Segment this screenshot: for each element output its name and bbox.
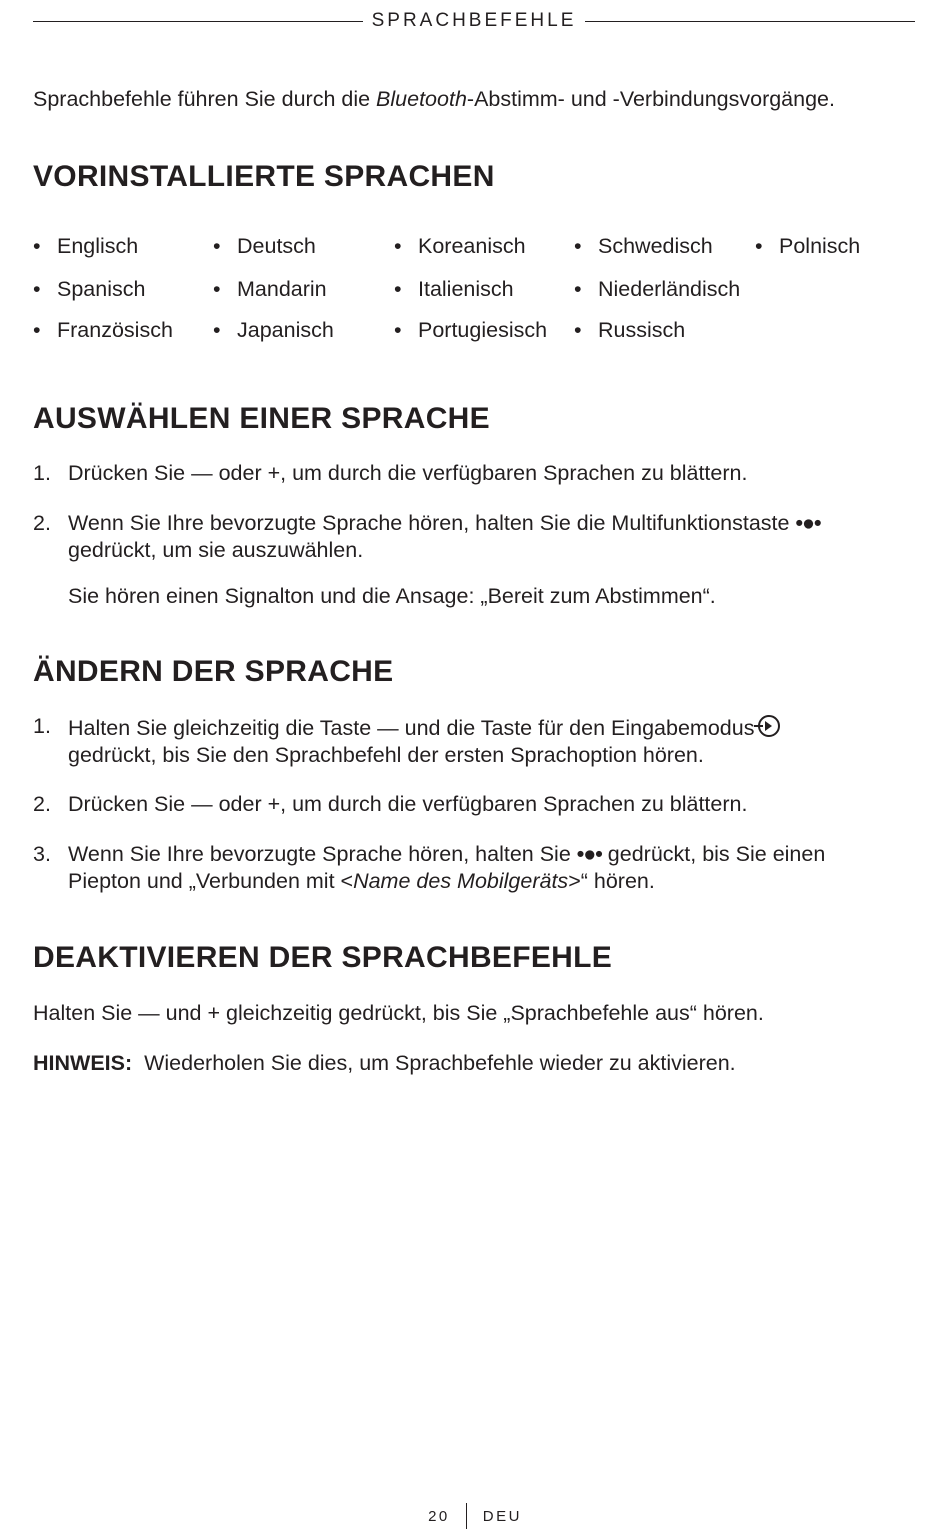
language-item: • Polnisch — [755, 234, 861, 258]
page-number: 20 — [428, 1507, 450, 1525]
page-header — [33, 8, 915, 34]
language-item: • Portugiesisch — [394, 318, 548, 342]
disable-note — [33, 1050, 736, 1077]
multifunction-button-icon: •●• — [795, 511, 821, 535]
minus-icon: — — [377, 716, 399, 740]
plus-icon: + — [207, 1001, 221, 1025]
language-item: • Deutsch — [213, 234, 316, 258]
language-item: • Französisch — [33, 318, 173, 342]
language-item: • Mandarin — [213, 277, 327, 301]
language-item: • Italienisch — [394, 277, 514, 301]
header-title: SPRACHBEFEHLE — [371, 10, 577, 31]
footer-language: DEU — [482, 1507, 522, 1525]
language-item: • Niederländisch — [574, 277, 741, 301]
language-item: • Schwedisch — [574, 234, 713, 258]
input-mode-icon — [758, 715, 780, 737]
language-item: • Japanisch — [213, 318, 334, 342]
heading-disable: DEAKTIVIEREN DER SPRACHBEFEHLE — [33, 941, 613, 974]
select-note: Sie hören einen Signalton und die Ansage: „Bereit zum Abstimmen“. — [68, 584, 716, 608]
language-item: • Spanisch — [33, 277, 146, 301]
intro-text-after: -Abstimm- und -Verbindungsvorgänge. — [466, 87, 835, 111]
heading-select-language: AUSWÄHLEN EINER SPRACHE — [33, 402, 490, 435]
language-item: • Koreanisch — [394, 234, 526, 258]
language-item: • Englisch — [33, 234, 139, 258]
intro-paragraph — [33, 86, 835, 113]
header-rule-right — [585, 21, 915, 22]
page-footer — [0, 1502, 950, 1530]
multifunction-button-icon: •●• — [576, 842, 602, 866]
heading-change-language: ÄNDERN DER SPRACHE — [33, 655, 394, 688]
note-label: HINWEIS: — [33, 1051, 133, 1075]
intro-bluetooth: Bluetooth — [376, 87, 467, 111]
plus-icon: + — [267, 792, 281, 816]
disable-instruction: Halten Sie — und + gleichzeitig gedrückt, bis Sie „Sprachbefehle aus“ hören. — [33, 1001, 764, 1025]
minus-icon: — — [138, 1001, 160, 1025]
note-text: Wiederholen Sie dies, um Sprachbefehle wieder zu aktivieren. — [144, 1051, 736, 1075]
minus-icon: — — [191, 792, 213, 816]
heading-preinstalled: VORINSTALLIERTE SPRACHEN — [33, 160, 495, 193]
minus-icon: — — [191, 461, 213, 485]
header-rule-left — [33, 21, 363, 22]
intro-text-before: Sprachbefehle führen Sie durch die — [33, 87, 377, 111]
plus-icon: + — [267, 461, 281, 485]
footer-divider — [466, 1503, 467, 1529]
language-item: • Russisch — [574, 318, 686, 342]
